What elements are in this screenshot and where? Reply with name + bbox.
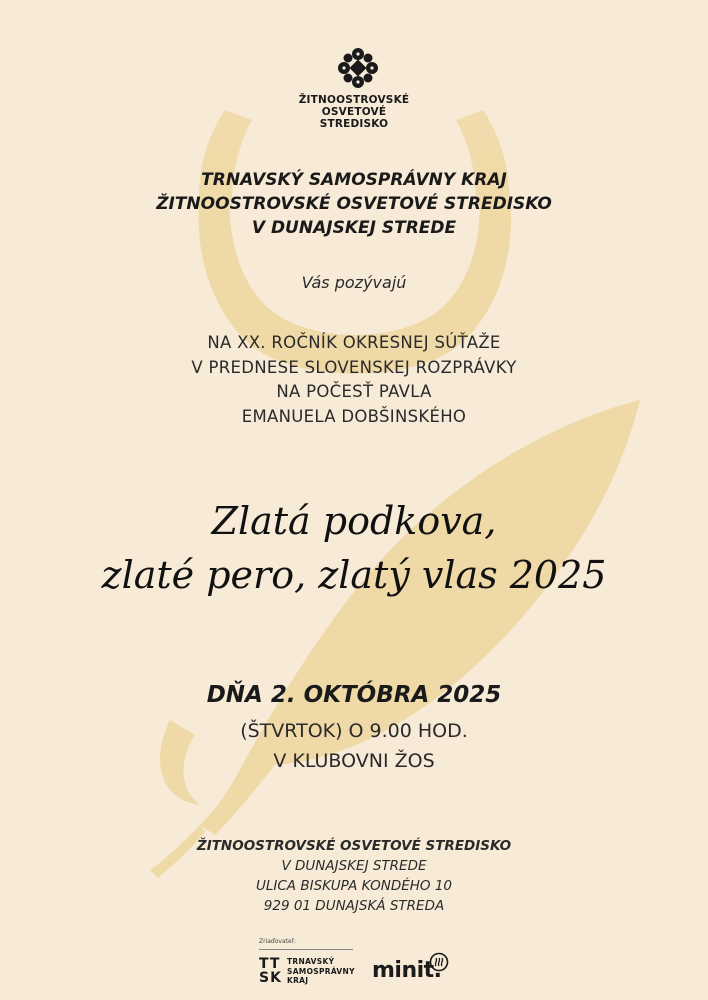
ttsk-text bbox=[287, 957, 355, 986]
event-date: DŇA 2. OKTÓBRA 2025 bbox=[206, 682, 502, 708]
invite-text: Vás pozývajú bbox=[301, 273, 407, 292]
logo-line: ŽITNOOSTROVSKÉ bbox=[298, 94, 410, 106]
minit-logo-text: minit. bbox=[372, 958, 442, 983]
organizer-line: TRNAVSKÝ SAMOSPRÁVNY KRAJ bbox=[201, 170, 507, 190]
competition-line: NA XX. ROČNÍK OKRESNEJ SÚŤAŽE bbox=[207, 333, 501, 352]
organizer-line: ŽITNOOSTROVSKÉ OSVETOVÉ STREDISKO bbox=[156, 194, 552, 214]
event-time-place bbox=[0, 716, 708, 776]
competition-line: V PREDNESE SLOVENSKEJ ROZPRÁVKY bbox=[191, 357, 517, 377]
competition-description bbox=[0, 331, 708, 429]
competition-line: EMANUELA DOBŠINSKÉHO bbox=[241, 406, 467, 426]
founder-label: Zriaďovateľ: bbox=[259, 938, 296, 945]
organizers-block bbox=[0, 168, 708, 240]
ttsk-mark-top: TT bbox=[259, 956, 281, 972]
event-title bbox=[0, 494, 708, 602]
logo-line: OSVETOVÉ bbox=[321, 106, 387, 118]
title-line: zlaté pero, zlatý vlas 2025 bbox=[101, 553, 607, 597]
logo-wordmark bbox=[0, 94, 708, 130]
ttsk-mark-bottom: SK bbox=[259, 970, 282, 986]
ttsk-line: TRNAVSKÝ bbox=[287, 957, 335, 966]
address-city: V DUNAJSKEJ STREDE bbox=[281, 858, 427, 874]
title-line: Zlatá podkova, bbox=[211, 499, 497, 543]
logo-line: STREDISKO bbox=[319, 118, 389, 130]
divider bbox=[259, 949, 353, 950]
address-block bbox=[0, 836, 708, 916]
ttsk-mark bbox=[259, 957, 282, 985]
ttsk-line: SAMOSPRÁVNY bbox=[287, 966, 355, 976]
minit-steam-icon bbox=[429, 952, 449, 972]
event-place: V KLUBOVNI ŽOS bbox=[273, 750, 435, 772]
address-postal: 929 01 DUNAJSKÁ STREDA bbox=[263, 898, 445, 914]
event-time: (ŠTVRTOK) O 9.00 HOD. bbox=[240, 720, 468, 742]
ttsk-logo bbox=[259, 957, 379, 989]
address-street: ULICA BISKUPA KONDÉHO 10 bbox=[255, 878, 453, 894]
competition-line: NA POČESŤ PAVLA bbox=[276, 382, 432, 401]
address-name: ŽITNOOSTROVSKÉ OSVETOVÉ STREDISKO bbox=[196, 838, 512, 854]
ttsk-line: KRAJ bbox=[287, 976, 309, 985]
feather-icon bbox=[150, 400, 640, 878]
ornament-flower-icon bbox=[334, 44, 382, 92]
organizer-line: V DUNAJSKEJ STREDE bbox=[251, 218, 457, 238]
